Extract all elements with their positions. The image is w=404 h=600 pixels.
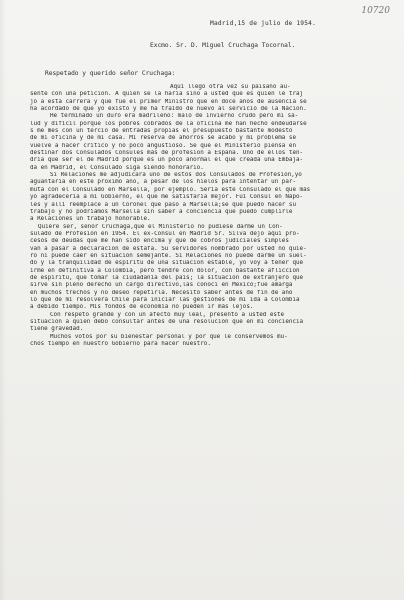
letter-line: Aquí llego otra vez su paisano au- bbox=[170, 84, 291, 90]
letter-salutation: Respetado y querido señor Cruchaga: bbox=[45, 70, 176, 77]
letter-dateline: Madrid,15 de julio de 1954. bbox=[210, 20, 316, 27]
letter-line: Si Relaciones me adjudicara uno de estos dos Consulados de Profesión,yo bbox=[50, 172, 302, 179]
letter-line: jo a esta carrera y que fué el primer Ministro que en doce años de ausencia se bbox=[30, 98, 307, 105]
archive-page-number: 10720 bbox=[361, 6, 390, 16]
letter-line: trabajo y no podríamos Marsella sin saber a conciencia que puedo cumplirle bbox=[30, 208, 293, 215]
letter-line: a debido tiempo. Mis fondos de economía no pueden ir más lejos. bbox=[30, 304, 254, 311]
letter-line: chos tiempo en nuestro Gobierno para hacer nuestro. bbox=[30, 341, 211, 348]
letter-line: sente con una petición. A quién se la haría sino a usted que es quien le traj bbox=[30, 91, 304, 98]
letter-line: irme en definitiva a Colombia, pero tendré con dolor, con bastante aflicción bbox=[30, 267, 300, 274]
letter-line: lo que de mí resolverá Chile para iniciar las gestiones de mi ida a Colombia bbox=[30, 296, 300, 303]
letter-line: Muchos votos por su bienestar personal y por que le conservemos mu- bbox=[50, 333, 288, 340]
letter-line: destinar dos Consulados Cónsules más de profesión a España. Uno de ellos ten- bbox=[30, 150, 304, 157]
letter-line: de mi oficina y de mi casa. Mi reserva de ahorros se acabó y mi problema se bbox=[30, 135, 296, 142]
letter-line: cesos de deudas que me han sido encima y que de cobros judiciales simples bbox=[30, 238, 289, 245]
letter-line: ro ni puede caer en situación semejante. Si Relaciones no puede darme un suel- bbox=[30, 252, 307, 259]
letter-line: sirve sin pleno derecho un cargo directivo,las conocí en México;fué amarga bbox=[30, 282, 293, 289]
letter-line: muta con el Consulado en Marsella, por ejemplo. Sería este Consulado el que más bbox=[30, 186, 311, 193]
letter-line: Con respeto grande y con un afecto muy leal, presento a usted este bbox=[50, 311, 285, 318]
letter-line: de espíritu, que tomar la ciudadanía del país; la situación de extranjero que bbox=[30, 274, 304, 281]
letter-line: aguantaría en este próximo año, a pesar de los hielos para intentar un par- bbox=[30, 179, 296, 186]
letter-line: He terminado un duro era madrileño: malo de invierno crudo pero mi sa- bbox=[50, 113, 299, 120]
letter-line: vuelve a hacer crítico y no poco angustioso. Sé que el Ministerio piensa en bbox=[30, 142, 296, 149]
letter-line: da en Madrid, el Consulado siga siendo honorario. bbox=[30, 164, 204, 171]
letter-line: a Relaciones un trabajo honorable. bbox=[30, 216, 151, 223]
letter-line: en muchos trechos y no deseo repetirla. Necesito saber antes de fin de año bbox=[30, 289, 293, 296]
letter-line: dría que ser el de Madrid porque es un poco anormal el que creada una Embaja- bbox=[30, 157, 304, 164]
letter-line: van a pasar a declaración de estafa. Su servidores nombrado por usted no quie- bbox=[30, 245, 307, 252]
letter-line: ha acordado de que yo existo y me ha traído de nuevo al servicio de la Nación. bbox=[30, 106, 307, 113]
page-shadow bbox=[0, 0, 6, 600]
letter-line: yo agradecería a mi Gobierno, el que me satisfaría mejor. Fuí Cónsul en Nápo- bbox=[30, 194, 304, 201]
letter-line: les y allí reemplacé a un Coronel que pasó a Marsella;sé que puedo hacer su bbox=[30, 201, 296, 208]
letter-addressee: Excmo. Sr. D. Miguel Cruchaga Tocornal. bbox=[150, 42, 296, 49]
letter-body bbox=[30, 84, 385, 348]
letter-line: Quiere ser, señor Cruchaga,que el Ministerio no pudiese darme un Con- bbox=[38, 223, 283, 230]
letter-line: lud y difícil porque los pobres cobrados de la oficina me han hecho endeudarse bbox=[30, 120, 307, 127]
letter-line: situación a quien debo consultar antes de una resolución que en mi conciencia bbox=[30, 319, 304, 325]
letter-line: s me mes con un tercio de entradas propias el presupuesto bastante modesto bbox=[30, 128, 293, 135]
letter-line: do y la tranquilidad de espíritu de una situación estable, yo voy a tener que bbox=[30, 260, 304, 267]
letter-line: tiene gravedad. bbox=[30, 326, 84, 333]
letter-line: sulado de Profesión en 1954. El ex-Cónsul en Madrid Sr. Silva dejó aquí pro- bbox=[30, 230, 300, 237]
